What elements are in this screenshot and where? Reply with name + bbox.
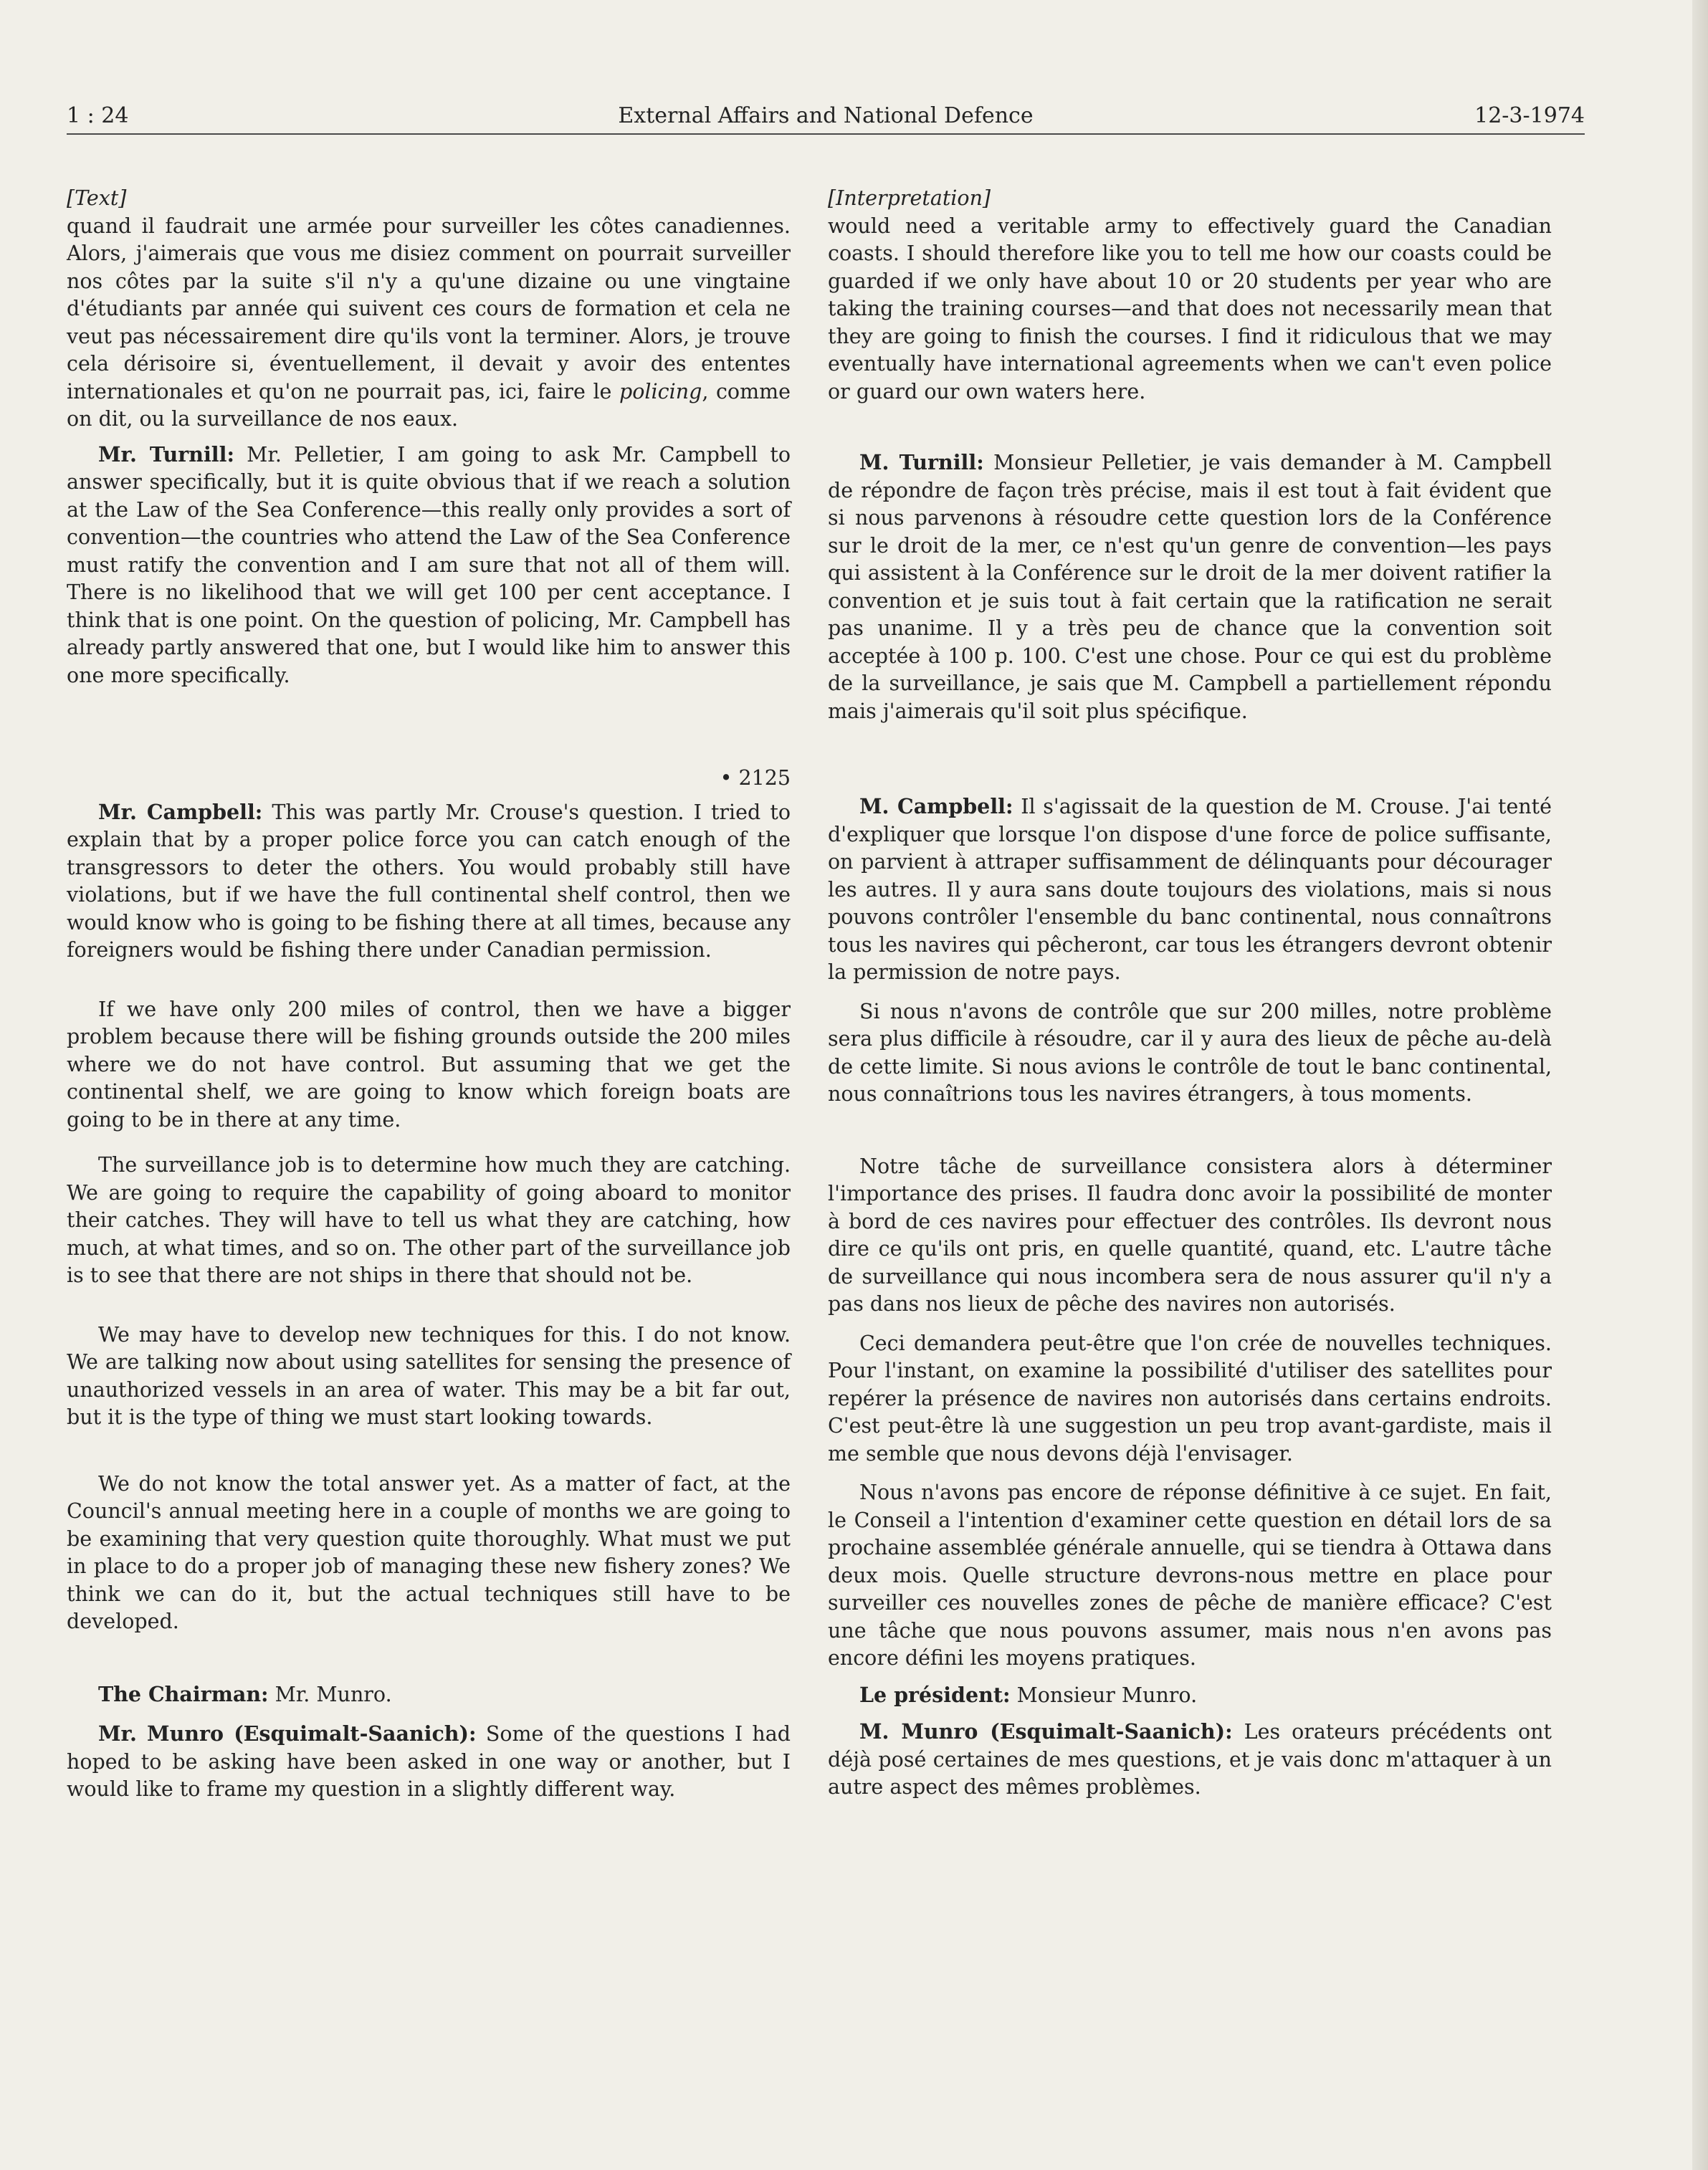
- paragraph: Mr. Campbell: This was partly Mr. Crouse's question. I tried to explain that by a proper police force you can catch enough of the transgressors to deter the others. You would probably still have violations, but if we have the full continental shelf control, then we would know who is going to be fishing there at all times, because any foreigners would be fishing there under Canadian permission.: [67, 799, 791, 962]
- paragraph: If we have only 200 miles of control, then we have a bigger problem because there will be fishing grounds outside the 200 miles where we do not have control. But assuming that we get the continental shelf, we are going to know which foreign boats are going to be in there at any time.: [67, 997, 791, 1132]
- paragraph: M. Campbell: Il s'agissait de la question de M. Crouse. J'ai tenté d'expliquer que lorsque l'on dispose d'une force de police suffisante, on parvient à attraper suffisamment de délinquants pour décourager les autres. Il y aura sans doute toujours des violations, mais si nous pouvons contrôler l'ensemble du banc continental, nous connaîtrons tous les navires qui pêcheront, car tous les étrangers devront obtenir la permission de notre pays.: [828, 794, 1552, 984]
- running-header: [67, 102, 1585, 135]
- paragraph: Ceci demandera peut-être que l'on crée de nouvelles techniques. Pour l'instant, on examine la possibilité d'utiliser des satellites pour repérer la présence de navires non autorisés dans certains endroits. C'est peut-être là une suggestion un peu trop avant-gardiste, mais il me semble que nous devons déjà l'envisager.: [828, 1331, 1552, 1466]
- paragraph: The surveillance job is to determine how much they are catching. We are going to require the capability of going aboard to monitor their catches. They will have to tell us what they are catching, how much, at what times, and so on. The other part of the surveillance job is to see that there are not ships in there that should not be.: [67, 1153, 791, 1287]
- paragraph: Mr. Munro (Esquimalt-Saanich): Some of the questions I had hoped to be asking have been asked in one way or another, but I would like to frame my question in a slightly different way.: [67, 1721, 791, 1801]
- page-marker: • 2125: [720, 766, 791, 790]
- left-column: [67, 185, 791, 1804]
- italic-term: policing: [619, 379, 702, 403]
- column-label: [Text]: [67, 186, 127, 210]
- paragraph: M. Turnill: Monsieur Pelletier, je vais demander à M. Campbell de répondre de façon très précise, mais il est tout à fait évident que si nous parvenons à résoudre cette question lors de la Conférence sur le droit de la mer, ce n'est qu'un genre de convention—les pays qui assistent à la Conférence sur le droit de la mer doivent ratifier la convention et je suis tout à fait certain que la ratification ne serait pas unanime. Il y a très peu de chance que la convention soit acceptée à 100 p. 100. C'est une chose. Pour ce qui est du problème de la surveillance, je sais que M. Campbell a partiellement répondu mais j'aimerais qu'il soit plus spécifique.: [828, 450, 1552, 723]
- speaker-name: Mr. Campbell:: [98, 799, 263, 824]
- paragraph: Le président: Monsieur Munro.: [859, 1682, 1198, 1707]
- speaker-name: Le président:: [859, 1682, 1011, 1707]
- speaker-name: Mr. Munro (Esquimalt-Saanich):: [98, 1721, 477, 1746]
- paragraph: Mr. Turnill: Mr. Pelletier, I am going to ask Mr. Campbell to answer specifically, but it is quite obvious that if we reach a solution at the Law of the Sea Conference—this really only provides a sort of convention—the countries who attend the Law of the Sea Conference must ratify the convention and I am sure that not all of them will. There is no likelihood that we will get 100 per cent acceptance. I think that is one point. On the question of policing, Mr. Campbell has already partly answered that one, but I would like him to answer this one more specifically.: [67, 441, 791, 687]
- speaker-name: Mr. Turnill:: [98, 441, 234, 467]
- speaker-name: M. Campbell:: [859, 794, 1013, 818]
- header-title: External Affairs and National Defence: [618, 103, 1034, 128]
- paragraph: Si nous n'avons de contrôle que sur 200 milles, notre problème sera plus difficile à résoudre, car il y aura des lieux de pêche au-delà de cette limite. Si nous avions le contrôle de tout le banc continental, nous connaîtrions tous les navires étrangers, à tous moments.: [828, 999, 1552, 1106]
- paragraph: Nous n'avons pas encore de réponse définitive à ce sujet. En fait, le Conseil a l'intention d'examiner cette question en détail lors de sa prochaine assemblée générale annuelle, qui se tiendra à Ottawa dans deux mois. Quelle structure devrons-nous mettre en place pour surveiller ces nouvelles zones de pêche de manière efficace? C'est une tâche que nous pouvons assumer, mais nous n'en avons pas encore défini les moyens pratiques.: [828, 1481, 1552, 1670]
- page-edge: [1692, 0, 1708, 2170]
- speaker-name: The Chairman:: [98, 1681, 269, 1706]
- column-label: [Interpretation]: [828, 186, 991, 210]
- paragraph: The Chairman: Mr. Munro.: [98, 1681, 392, 1706]
- paragraph: We may have to develop new techniques for this. I do not know. We are talking now about using satellites for sensing the presence of unauthorized vessels in an area of water. This may be a bit far out, but it is the type of thing we must start looking towards.: [67, 1322, 791, 1429]
- paragraph: quand il faudrait une armée pour surveiller les côtes canadiennes. Alors, j'aimerais que vous me disiez comment on pourrait surveiller nos côtes par la suite s'il n'y a qu'une dizaine ou une vingtaine d'étudiants par année qui suivent ces cours de formation et cela ne veut pas nécessairement dire qu'ils vont la terminer. Alors, je trouve cela dérisoire si, éventuellement, il devait y avoir des ententes internationales et qu'on ne pourrait pas, ici, faire le policing, comme on dit, ou la surveillance de nos eaux.: [67, 214, 791, 431]
- right-column: [828, 185, 1552, 1802]
- header-date: 12-3-1974: [1474, 103, 1585, 128]
- paragraph: We do not know the total answer yet. As a matter of fact, at the Council's annual meeting here in a couple of months we are going to be examining that very question quite thoroughly. What must we put in place to do a proper job of managing these new fishery zones? We think we can do it, but the actual techniques still have to be developed.: [67, 1471, 791, 1633]
- paragraph: M. Munro (Esquimalt-Saanich): Les orateurs précédents ont déjà posé certaines de mes questions, et je vais donc m'attaquer à un autre aspect des mêmes problèmes.: [828, 1719, 1552, 1799]
- page-number: 1 : 24: [67, 103, 129, 128]
- paragraph: would need a veritable army to effectively guard the Canadian coasts. I should therefore like you to tell me how our coasts could be guarded if we only have about 10 or 20 students per year who are taking the training courses—and that does not necessarily mean that they are going to finish the courses. I find it ridiculous that we may eventually have international agreements when we can't even police or guard our own waters here.: [828, 214, 1552, 403]
- speaker-name: M. Turnill:: [859, 450, 984, 474]
- speaker-name: M. Munro (Esquimalt-Saanich):: [859, 1719, 1233, 1744]
- paragraph: Notre tâche de surveillance consistera alors à déterminer l'importance des prises. Il faudra donc avoir la possibilité de monter à bord de ces navires pour effectuer des contrôles. Ils devront nous dire ce qu'ils ont pris, en quelle quantité, quand, etc. L'autre tâche de surveillance qui nous incombera sera de nous assurer qu'il n'y a pas dans nos lieux de pêche des navires non autorisés.: [828, 1154, 1552, 1316]
